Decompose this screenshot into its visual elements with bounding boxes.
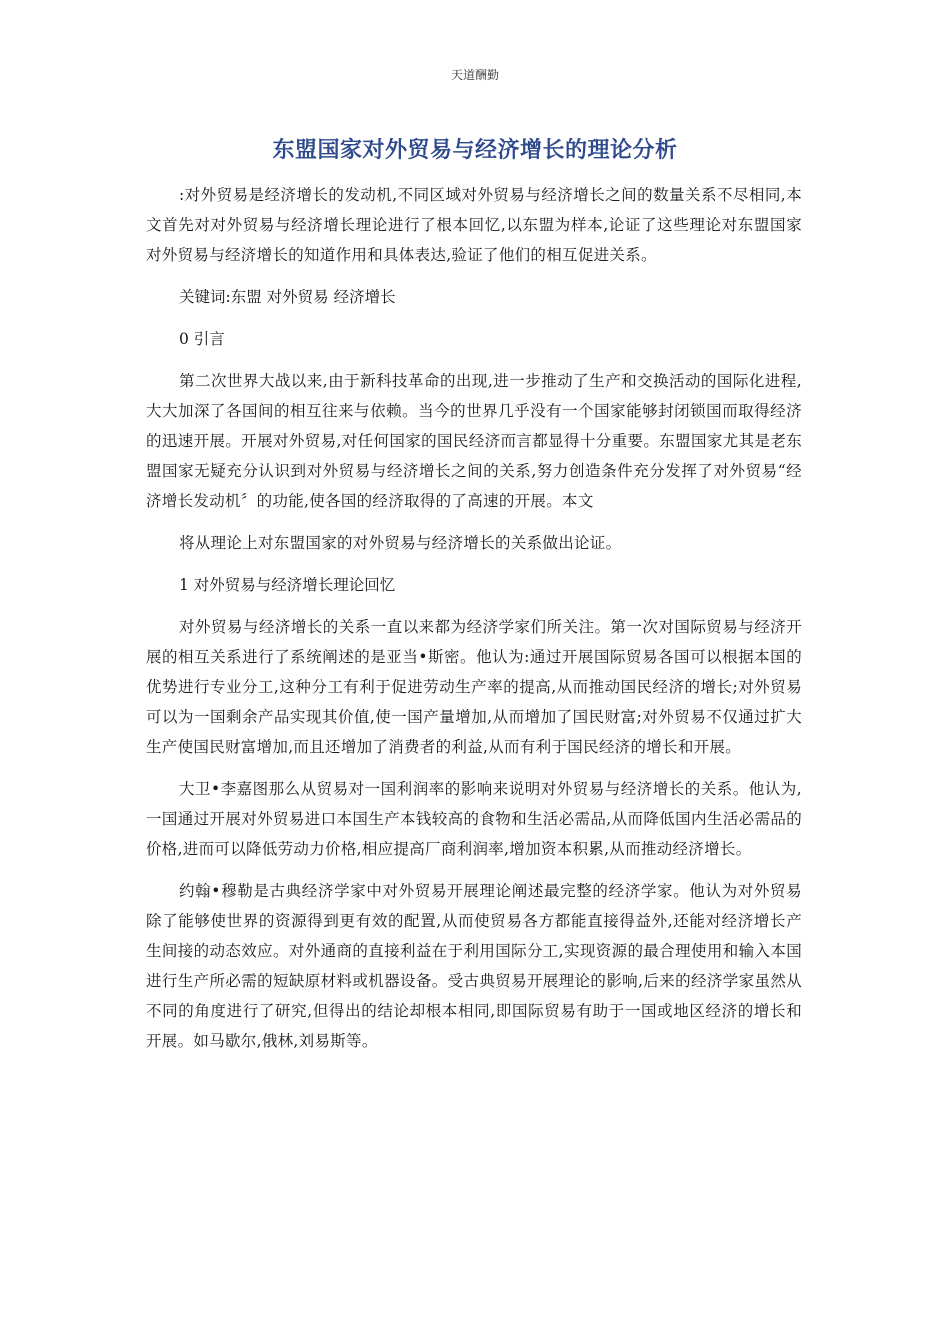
abstract-paragraph: :对外贸易是经济增长的发动机,不同区域对外贸易与经济增长之间的数量关系不尽相同,本文首先对对外贸易与经济增长理论进行了根本回忆,以东盟为样本,论证了这些理论对东盟国家对外贸易与经济增长的知道作用和具体表达,验证了他们的相互促进关系。 — [146, 186, 802, 264]
keywords-line: 关键词:东盟 对外贸易 经济增长 — [179, 288, 396, 306]
page-header: 天道酬勤 — [450, 68, 499, 82]
document-body — [146, 180, 802, 1068]
theory-paragraph-ricardo: 大卫•李嘉图那么从贸易对一国利润率的影响来说明对外贸易与经济增长的关系。他认为,一国通过开展对外贸易进口本国生产本钱较高的食物和生活必需品,从而降低国内生活必需品的价格,进而可以降低劳动力价格,相应提高厂商利润率,增加资本积累,从而推动经济增长。 — [146, 780, 802, 858]
document-title: 东盟国家对外贸易与经济增长的理论分析 — [272, 138, 678, 163]
theory-paragraph-smith: 对外贸易与经济增长的关系一直以来都为经济学家们所关注。第一次对国际贸易与经济开展的相互关系进行了系统阐述的是亚当•斯密。他认为:通过开展国际贸易各国可以根据本国的优势进行专业分工,这种分工有利于促进劳动生产率的提高,从而推动国民经济的增长;对外贸易可以为一国剩余产品实现其价值,使一国产量增加,从而增加了国民财富;对外贸易不仅通过扩大生产使国民财富增加,而且还增加了消费者的利益,从而有利于国民经济的增长和开展。 — [146, 618, 802, 756]
section-heading-introduction: 0 引言 — [179, 330, 225, 348]
intro-paragraph-1: 第二次世界大战以来,由于新科技革命的出现,进一步推动了生产和交换活动的国际化进程,大大加深了各国间的相互往来与依赖。当今的世界几乎没有一个国家能够封闭锁国而取得经济的迅速开展。开展对外贸易,对任何国家的国民经济而言都显得十分重要。东盟国家尤其是老东盟国家无疑充分认识到对外贸易与经济增长之间的关系,努力创造条件充分发挥了对外贸易“经济增长发动机〞的功能,使各国的经济取得的了高速的开展。本文 — [146, 372, 802, 510]
theory-paragraph-mill: 约翰•穆勒是古典经济学家中对外贸易开展理论阐述最完整的经济学家。他认为对外贸易除了能够使世界的资源得到更有效的配置,从而使贸易各方都能直接得益外,还能对经济增长产生间接的动态效应。对外通商的直接利益在于利用国际分工,实现资源的最合理使用和输入本国进行生产所必需的短缺原材料或机器设备。受古典贸易开展理论的影响,后来的经济学家虽然从不同的角度进行了研究,但得出的结论却根本相同,即国际贸易有助于一国或地区经济的增长和开展。如马歇尔,俄林,刘易斯等。 — [146, 882, 802, 1050]
section-heading-theory-review: 1 对外贸易与经济增长理论回忆 — [179, 576, 396, 594]
intro-paragraph-2: 将从理论上对东盟国家的对外贸易与经济增长的关系做出论证。 — [179, 534, 622, 552]
